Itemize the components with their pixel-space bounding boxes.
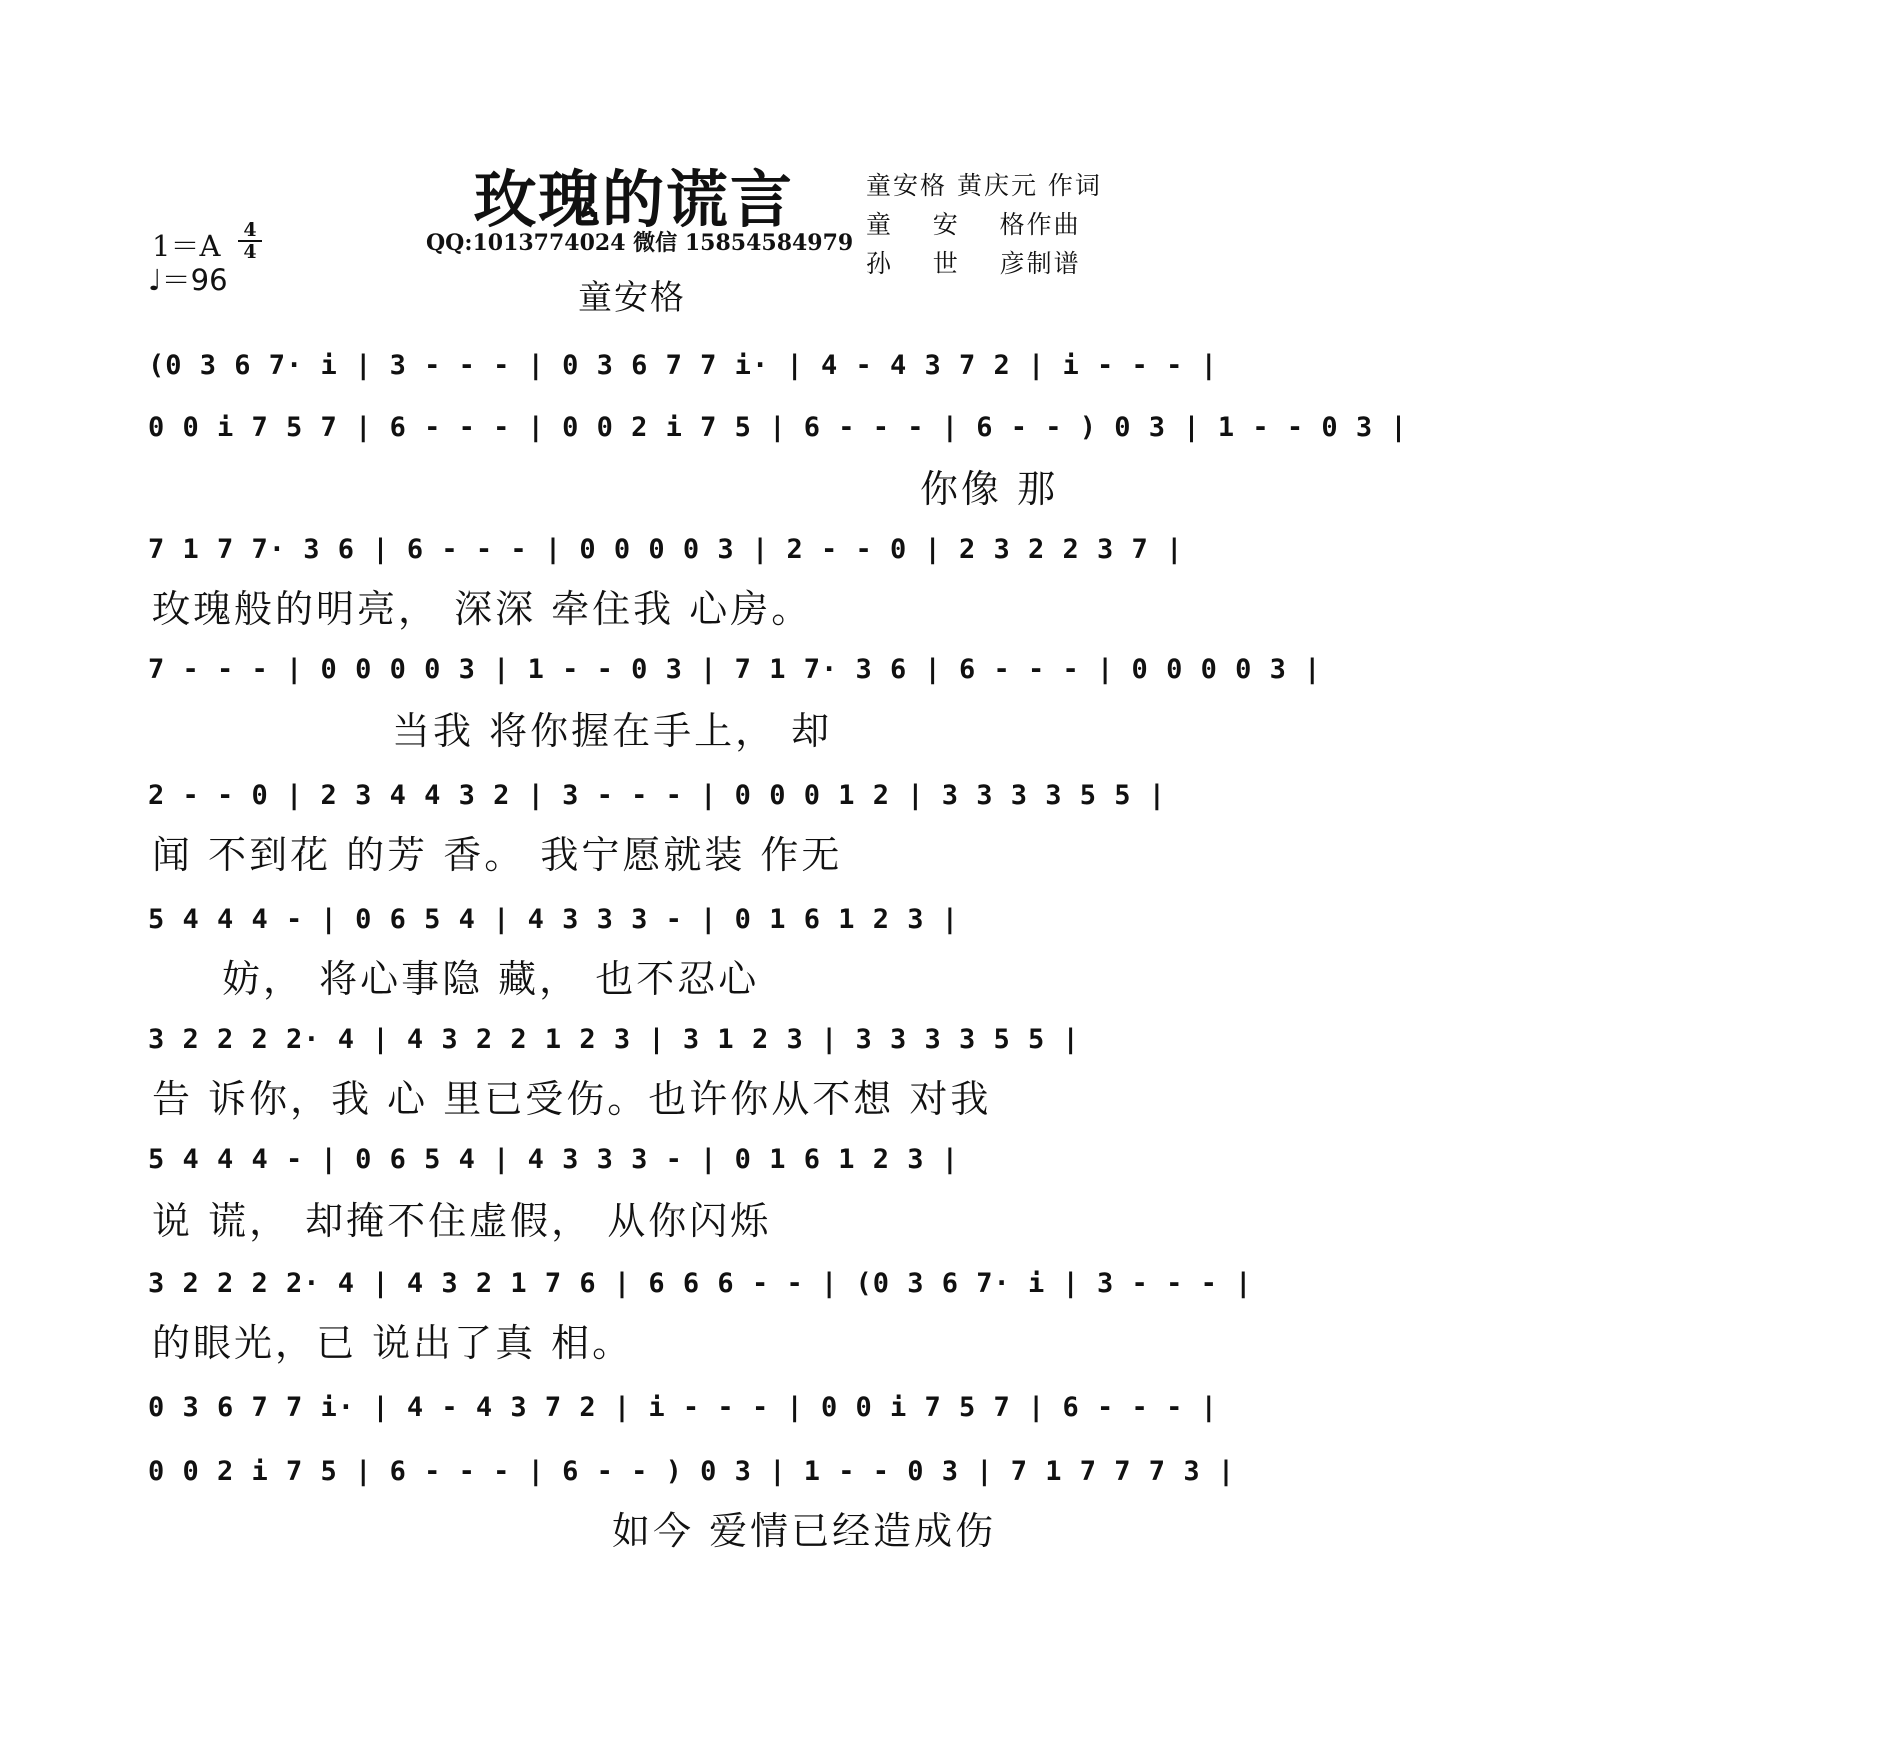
time-signature: [238, 220, 262, 262]
notation-line-6: 5 4 4 4 - | 0 6 5 4 | 4 3 3 3 - | 0 1 6 1 2 3 |: [148, 904, 960, 935]
contact-info: QQ:1013774024 微信 15854584979: [426, 230, 854, 256]
notation-line-8: 5 4 4 4 - | 0 6 5 4 | 4 3 3 3 - | 0 1 6 1 2 3 |: [148, 1144, 960, 1175]
singer-name: 童安格: [578, 278, 686, 318]
key-signature: 1＝A: [152, 229, 221, 263]
notation-line-9: 3 2 2 2 2· 4 | 4 3 2 1 7 6 | 6 6 6 - - | (0 3 6 7· i | 3 - - - |: [148, 1268, 1253, 1299]
notation-line-2: 0 0 i 7 5 7 | 6 - - - | 0 0 2 i 7 5 | 6 - - - | 6 - - ) 0 3 | 1 - - 0 3 |: [148, 412, 1408, 443]
lyric-line-9: 的眼光，已 说出了真 相。: [152, 1321, 634, 1365]
lyric-line-2: 你像 那: [920, 467, 1059, 511]
lyric-line-6: 妨， 将心事隐 藏， 也不忍心: [222, 957, 760, 1001]
notation-line-7: 3 2 2 2 2· 4 | 4 3 2 2 1 2 3 | 3 1 2 3 | 3 3 3 3 5 5 |: [148, 1024, 1080, 1055]
notation-line-3: 7 1 7 7· 3 6 | 6 - - - | 0 0 0 0 3 | 2 - - 0 | 2 3 2 2 3 7 |: [148, 534, 1184, 565]
lyric-line-5: 闻 不到花 的芳 香。 我宁愿就装 作无: [152, 833, 843, 877]
notation-line-11: 0 0 2 i 7 5 | 6 - - - | 6 - - ) 0 3 | 1 - - 0 3 | 7 1 7 7 7 3 |: [148, 1456, 1236, 1487]
credits: [866, 166, 1102, 283]
transcriber-credit: 孙 世 彦制谱: [866, 249, 1081, 278]
lyric-line-11: 如今 爱情已经造成伤: [612, 1509, 997, 1553]
lyric-line-7: 告 诉你，我 心 里已受伤。也许你从不想 对我: [152, 1077, 992, 1121]
notation-line-10: 0 3 6 7 7 i· | 4 - 4 3 7 2 | i - - - | 0 0 i 7 5 7 | 6 - - - |: [148, 1392, 1218, 1423]
composer-credit: 童 安 格作曲: [866, 210, 1081, 239]
notation-line-4: 7 - - - | 0 0 0 0 3 | 1 - - 0 3 | 7 1 7· 3 6 | 6 - - - | 0 0 0 0 3 |: [148, 654, 1322, 685]
song-title: 玫瑰的谎言: [474, 163, 795, 236]
time-signature-numerator: 4: [238, 220, 262, 242]
lyricist-credit: 童安格 黄庆元 作词: [866, 171, 1102, 200]
notation-line-1: (0 3 6 7· i | 3 - - - | 0 3 6 7 7 i· | 4 - 4 3 7 2 | i - - - |: [148, 350, 1218, 381]
time-signature-denominator: 4: [243, 241, 257, 263]
notation-line-5: 2 - - 0 | 2 3 4 4 3 2 | 3 - - - | 0 0 0 1 2 | 3 3 3 3 5 5 |: [148, 780, 1167, 811]
lyric-line-8: 说 谎， 却掩不住虚假， 从你闪烁: [152, 1199, 772, 1243]
lyric-line-3: 玫瑰般的明亮， 深深 牵住我 心房。: [152, 587, 813, 631]
tempo-marking: ♩＝96: [148, 263, 228, 297]
lyric-line-4: 当我 将你握在手上， 却: [392, 709, 833, 753]
